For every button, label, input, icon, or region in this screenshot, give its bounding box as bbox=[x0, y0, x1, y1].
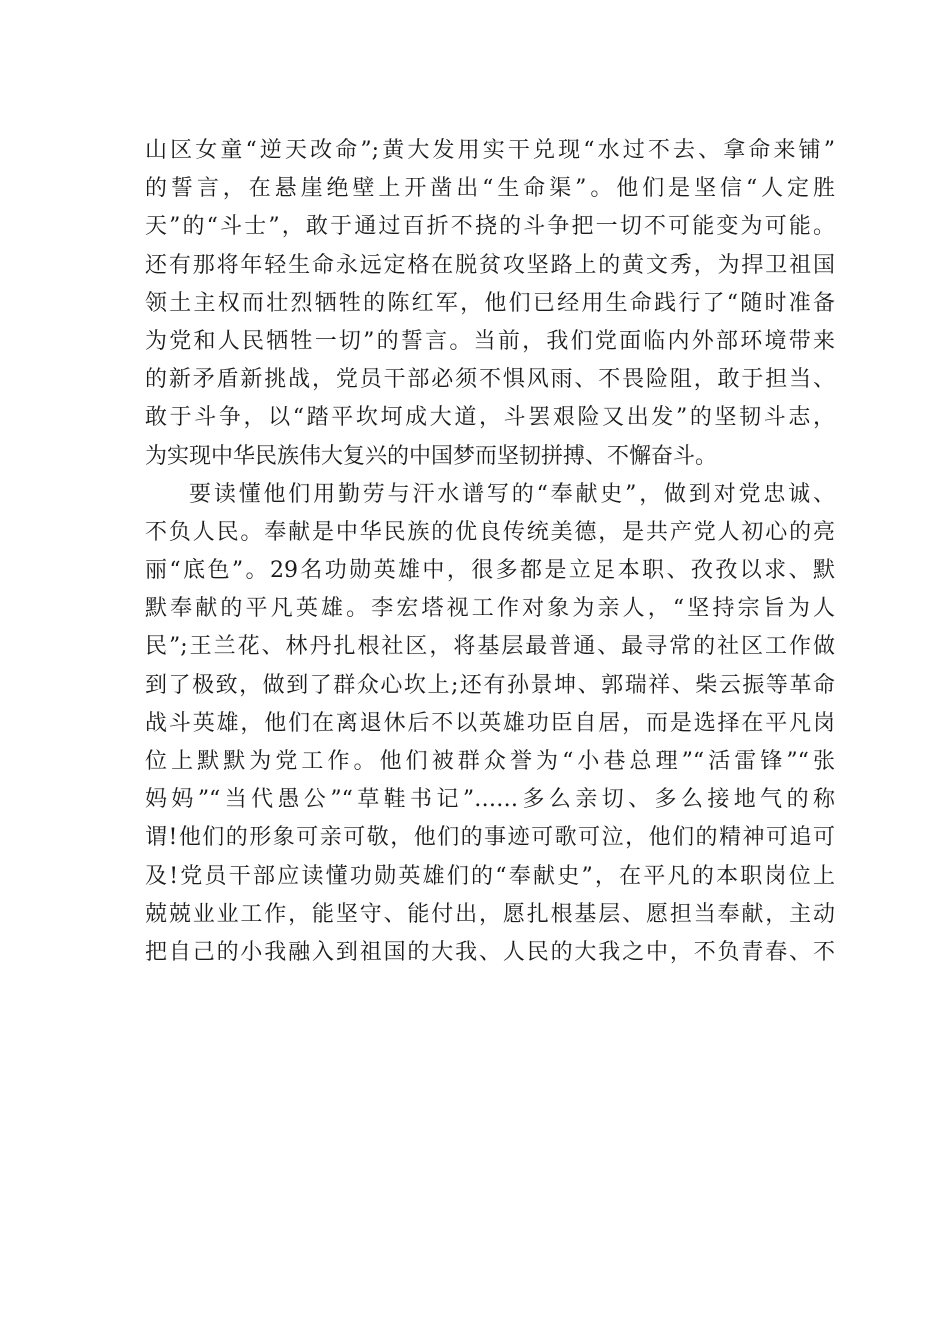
text-line-first: 要读懂他们用勤劳与汗水谱写的“奉献史”，做到对党忠诚、 bbox=[189, 481, 835, 507]
text-line: 的誓言，在悬崖绝壁上开凿出“生命渠”。他们是坚信“人定胜 bbox=[145, 176, 835, 202]
text-line: 还有那将年轻生命永远定格在脱贫攻坚路上的黄文秀，为捍卫祖国 bbox=[145, 252, 835, 278]
paragraph-2 bbox=[145, 476, 835, 972]
text-line: 天”的“斗士”，敢于通过百折不挠的斗争把一切不可能变为可能。 bbox=[145, 214, 835, 240]
text-line: 领土主权而壮烈牺牲的陈红军，他们已经用生命践行了“随时准备 bbox=[145, 290, 835, 316]
text-line: 不负人民。奉献是中华民族的优良传统美德，是共产党人初心的亮 bbox=[145, 519, 835, 545]
text-line: 的新矛盾新挑战，党员干部必须不惧风雨、不畏险阻，敢于担当、 bbox=[145, 367, 835, 393]
paragraph-1 bbox=[145, 132, 835, 476]
text-line: 兢兢业业工作，能坚守、能付出，愿扎根基层、愿担当奉献，主动 bbox=[145, 901, 835, 927]
text-line: 默奉献的平凡英雄。李宏塔视工作对象为亲人，“坚持宗旨为人 bbox=[145, 596, 835, 622]
text-line: 为党和人民牺牲一切”的誓言。当前，我们党面临内外部环境带来 bbox=[145, 328, 835, 354]
text-line: 丽“底色”。29名功勋英雄中，很多都是立足本职、孜孜以求、默 bbox=[145, 558, 835, 584]
text-line: 及!党员干部应读懂功勋英雄们的“奉献史”，在平凡的本职岗位上 bbox=[145, 863, 835, 889]
text-line: 谓!他们的形象可亲可敬，他们的事迹可歌可泣，他们的精神可追可 bbox=[145, 825, 835, 851]
text-line: 妈妈”“当代愚公”“草鞋书记”……多么亲切、多么接地气的称 bbox=[145, 787, 835, 813]
text-line: 把自己的小我融入到祖国的大我、人民的大我之中，不负青春、不 bbox=[145, 939, 835, 965]
text-line: 到了极致，做到了群众心坎上;还有孙景坤、郭瑞祥、柴云振等革命 bbox=[145, 672, 835, 698]
document-body bbox=[145, 132, 835, 972]
text-line: 位上默默为党工作。他们被群众誉为“小巷总理”“活雷锋”“张 bbox=[145, 749, 835, 774]
text-line-last: 为实现中华民族伟大复兴的中国梦而坚韧拼搏、不懈奋斗。 bbox=[145, 443, 718, 469]
text-line: 敢于斗争，以“踏平坎坷成大道，斗罢艰险又出发”的坚韧斗志， bbox=[145, 405, 835, 431]
text-line: 战斗英雄，他们在离退休后不以英雄功臣自居，而是选择在平凡岗 bbox=[145, 710, 835, 736]
text-line: 山区女童“逆天改命”;黄大发用实干兑现“水过不去、拿命来铺” bbox=[145, 138, 835, 163]
text-line: 民”;王兰花、林丹扎根社区，将基层最普通、最寻常的社区工作做 bbox=[145, 634, 835, 660]
